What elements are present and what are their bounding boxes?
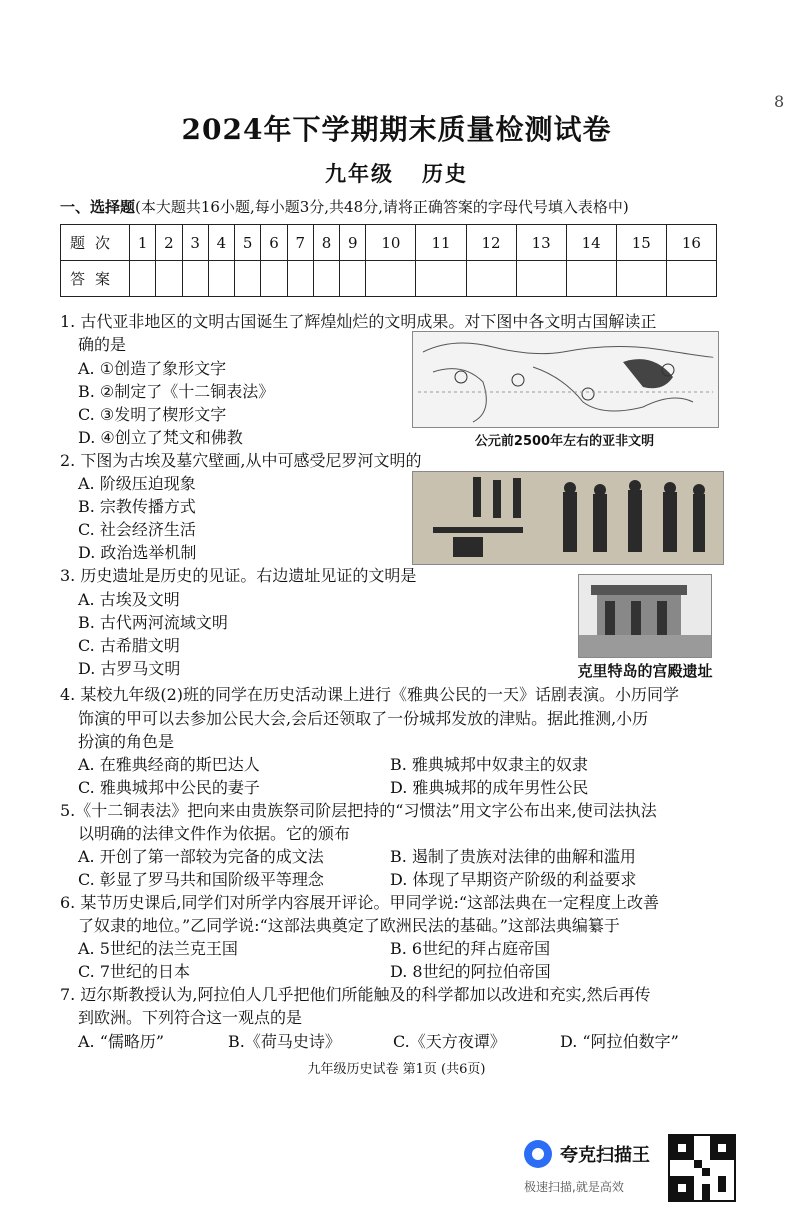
- q4-option-d: D. 雅典城邦的成年男性公民: [390, 778, 589, 797]
- subject-label: 历史: [422, 161, 468, 186]
- q3-image-caption: 克里特岛的宫殿遗址: [577, 662, 713, 680]
- q-number-cell: 3: [182, 225, 208, 261]
- page-footer: 九年级历史试卷 第1页 (共6页): [307, 1062, 486, 1077]
- section-label: 一、选择题: [60, 198, 136, 216]
- q3-option-b: B. 古代两河流域文明: [78, 613, 228, 632]
- q5-stem-line2: 以明确的法律文件作为依据。它的颁布: [78, 824, 351, 843]
- answer-table: [60, 224, 717, 297]
- section-heading: [60, 196, 629, 217]
- quark-logo-icon: [524, 1140, 552, 1168]
- q4-stem-line1: 4. 某校九年级(2)班的同学在历史活动课上进行《雅典公民的一天》话剧表演。小历同学: [60, 685, 680, 704]
- q3-stem: 3. 历史遗址是历史的见证。右边遗址见证的文明是: [60, 566, 417, 585]
- q5-option-c: C. 彰显了罗马共和国阶级平等理念: [78, 870, 324, 889]
- q4-stem-line2: 饰演的甲可以去参加公民大会,会后还领取了一份城邦发放的津贴。据此推测,小历: [78, 709, 649, 728]
- q-number-cell: 15: [616, 225, 666, 261]
- answer-cell[interactable]: [666, 261, 716, 297]
- answer-cell[interactable]: [566, 261, 616, 297]
- q6-option-c: C. 7世纪的日本: [78, 962, 191, 981]
- q7-option-c: C.《天方夜谭》: [393, 1032, 506, 1051]
- q7-option-b: B.《荷马史诗》: [228, 1032, 341, 1051]
- margin-mark: 8: [774, 92, 785, 111]
- q-number-cell: 9: [340, 225, 366, 261]
- q-number-cell: 11: [416, 225, 466, 261]
- answer-cell[interactable]: [287, 261, 313, 297]
- q7-stem-line2: 到欧洲。下列符合这一观点的是: [78, 1008, 303, 1027]
- answer-cell[interactable]: [130, 261, 156, 297]
- q1-option-c: C. ③发明了楔形文字: [78, 405, 227, 424]
- q-number-cell: 1: [130, 225, 156, 261]
- q7-option-a: A. “儒略历”: [78, 1032, 165, 1051]
- q-number-cell: 7: [287, 225, 313, 261]
- answer-table-answer-row: [61, 261, 717, 297]
- answer-cell[interactable]: [466, 261, 516, 297]
- answer-cell[interactable]: [208, 261, 234, 297]
- q-number-cell: 2: [156, 225, 182, 261]
- q4-stem-line3: 扮演的角色是: [78, 732, 175, 751]
- answer-cell[interactable]: [313, 261, 339, 297]
- q1-option-d: D. ④创立了梵文和佛教: [78, 428, 243, 447]
- answer-cell[interactable]: [616, 261, 666, 297]
- brand-name: 夸克扫描王: [560, 1145, 650, 1166]
- q4-option-a: A. 在雅典经商的斯巴达人: [78, 755, 260, 774]
- exam-subtitle: [0, 158, 793, 188]
- q4-option-c: C. 雅典城邦中公民的妻子: [78, 778, 260, 797]
- answer-cell[interactable]: [261, 261, 287, 297]
- q-number-cell: 5: [235, 225, 261, 261]
- knossos-palace-image: [578, 574, 712, 658]
- answer-cell[interactable]: [516, 261, 566, 297]
- q1-option-a: A. ①创造了象形文字: [78, 359, 227, 378]
- answer-cell[interactable]: [156, 261, 182, 297]
- q-number-cell: 8: [313, 225, 339, 261]
- q-number-cell: 13: [516, 225, 566, 261]
- q1-stem-line1: 1. 古代亚非地区的文明古国诞生了辉煌灿烂的文明成果。对下图中各文明古国解读正: [60, 312, 657, 331]
- q5-option-b: B. 遏制了贵族对法律的曲解和滥用: [390, 847, 636, 866]
- q-number-cell: 14: [566, 225, 616, 261]
- exam-title: 2024年下学期期末质量检测试卷: [181, 113, 612, 146]
- answer-cell[interactable]: [182, 261, 208, 297]
- answer-cell[interactable]: [340, 261, 366, 297]
- answer-cell[interactable]: [416, 261, 466, 297]
- q1-stem-line2: 确的是: [78, 335, 127, 354]
- q5-stem-line1: 5.《十二铜表法》把向来由贵族祭司阶层把持的“习惯法”用文字公布出来,使司法执法: [60, 801, 657, 820]
- section-note: (本大题共16小题,每小题3分,共48分,请将正确答案的字母代号填入表格中): [135, 198, 629, 216]
- q2-option-c: C. 社会经济生活: [78, 520, 196, 539]
- answer-cell[interactable]: [366, 261, 416, 297]
- row-label-number: 题次: [61, 225, 130, 261]
- q5-option-d: D. 体现了早期资产阶级的利益要求: [390, 870, 637, 889]
- q1-option-b: B. ②制定了《十二铜表法》: [78, 382, 275, 401]
- q4-option-b: B. 雅典城邦中奴隶主的奴隶: [390, 755, 588, 774]
- q6-option-b: B. 6世纪的拜占庭帝国: [390, 939, 551, 958]
- q6-option-a: A. 5世纪的法兰克王国: [78, 939, 238, 958]
- q1-map-caption: 公元前2500年左右的亚非文明: [474, 434, 655, 449]
- q6-option-d: D. 8世纪的阿拉伯帝国: [390, 962, 551, 981]
- q3-option-d: D. 古罗马文明: [78, 659, 181, 678]
- answer-table-number-row: [61, 225, 717, 261]
- q6-stem-line2: 了奴隶的地位。”乙同学说:“这部法典奠定了欧洲民法的基础。”这部法典编纂于: [78, 916, 620, 935]
- q2-option-d: D. 政治选举机制: [78, 543, 197, 562]
- q2-stem: 2. 下图为古埃及墓穴壁画,从中可感受尼罗河文明的: [60, 451, 422, 470]
- q-number-cell: 12: [466, 225, 516, 261]
- q3-option-c: C. 古希腊文明: [78, 636, 180, 655]
- row-label-answer: 答案: [61, 261, 130, 297]
- q-number-cell: 16: [666, 225, 716, 261]
- grade-label: 九年级: [325, 161, 394, 186]
- qr-code-icon: [668, 1134, 736, 1202]
- brand-slogan: 极速扫描,就是高效: [524, 1180, 624, 1194]
- q6-stem-line1: 6. 某节历史课后,同学们对所学内容展开评论。甲同学说:“这部法典在一定程度上改善: [60, 893, 660, 912]
- q3-option-a: A. 古埃及文明: [78, 590, 180, 609]
- q7-option-d: D. “阿拉伯数字”: [560, 1032, 679, 1051]
- q5-option-a: A. 开创了第一部较为完备的成文法: [78, 847, 324, 866]
- q-number-cell: 4: [208, 225, 234, 261]
- q2-option-a: A. 阶级压迫现象: [78, 474, 196, 493]
- asia-africa-map-image: [412, 331, 719, 428]
- q-number-cell: 10: [366, 225, 416, 261]
- egyptian-mural-image: [412, 471, 724, 565]
- q7-stem-line1: 7. 迈尔斯教授认为,阿拉伯人几乎把他们所能触及的科学都加以改进和充实,然后再传: [60, 985, 651, 1004]
- q-number-cell: 6: [261, 225, 287, 261]
- q2-option-b: B. 宗教传播方式: [78, 497, 196, 516]
- answer-cell[interactable]: [235, 261, 261, 297]
